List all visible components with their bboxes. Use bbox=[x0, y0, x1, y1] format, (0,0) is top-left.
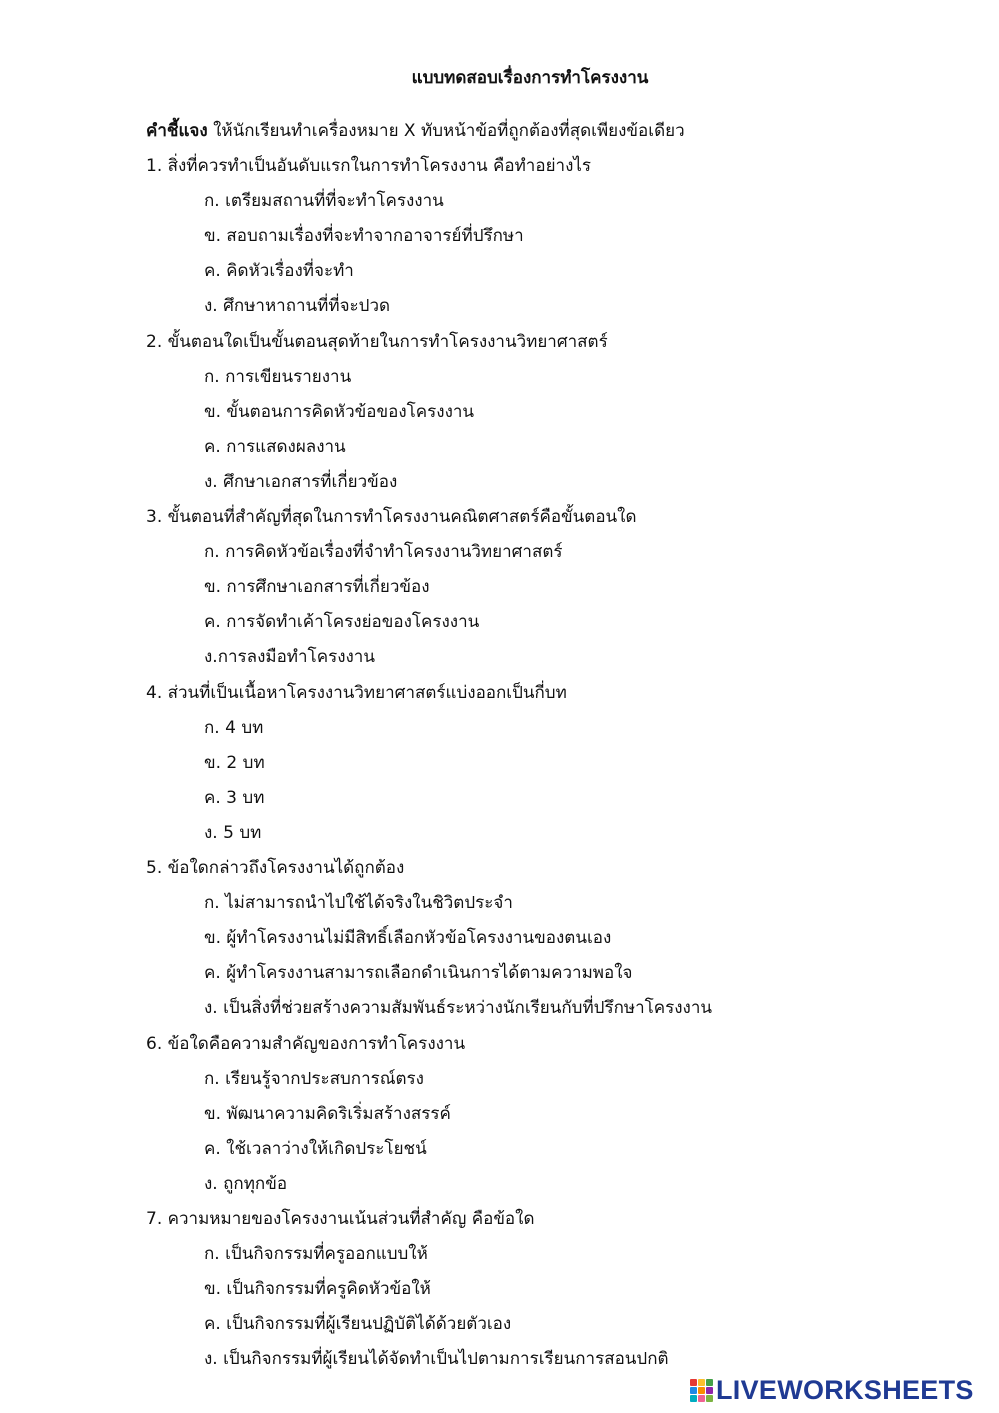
question-6-option-4: ง. ถูกทุกข้อ bbox=[204, 1173, 288, 1194]
question-6-option-2: ข. พัฒนาความคิดริเริ่มสร้างสรรค์ bbox=[204, 1103, 451, 1124]
question-3-option-1: ก. การคิดหัวข้อเรื่องที่จำทำโครงงานวิทยาศาสตร์ bbox=[204, 542, 563, 563]
question-3-option-4: ง.การลงมือทำโครงงาน bbox=[204, 647, 375, 668]
logo-square bbox=[698, 1395, 705, 1402]
question-2-option-2: ข. ขั้นตอนการคิดหัวข้อของโครงงาน bbox=[204, 401, 475, 422]
instruction-text: ให้นักเรียนทำเครื่องหมาย X ทับหน้าข้อที่ถูกต้องที่สุดเพียงข้อเดียว bbox=[207, 121, 685, 141]
question-2-option-3: ค. การแสดงผลงาน bbox=[204, 436, 346, 457]
page-title: แบบทดสอบเรื่องการทำโครงงาน bbox=[411, 68, 649, 88]
question-4-option-1: ก. 4 บท bbox=[204, 717, 264, 738]
logo-square bbox=[706, 1395, 713, 1402]
question-1-option-2: ข. สอบถามเรื่องที่จะทำจากอาจารย์ที่ปรึกษา bbox=[204, 226, 524, 247]
question-6: 6. ข้อใดคือความสำคัญของการทำโครงงาน bbox=[146, 1033, 466, 1054]
question-6-option-1: ก. เรียนรู้จากประสบการณ์ตรง bbox=[204, 1068, 424, 1089]
question-1-option-1: ก. เตรียมสถานที่ที่จะทำโครงงาน bbox=[204, 191, 444, 212]
instruction-label: คำชี้แจง bbox=[146, 121, 208, 141]
question-5-option-2: ข. ผู้ทำโครงงานไม่มีสิทธิ์เลือกหัวข้อโครงงานของตนเอง bbox=[204, 928, 612, 949]
question-4-option-4: ง. 5 บท bbox=[204, 822, 262, 843]
question-5: 5. ข้อใดกล่าวถึงโครงงานได้ถูกต้อง bbox=[146, 858, 405, 878]
question-7-option-4: ง. เป็นกิจกรรมที่ผู้เรียนได้จัดทำเป็นไปตามการเรียนการสอนปกติ bbox=[204, 1349, 669, 1370]
question-2-option-1: ก. การเขียนรายงาน bbox=[204, 366, 352, 387]
question-1: 1. สิ่งที่ควรทำเป็นอันดับแรกในการทำโครงงาน คือทำอย่างไร bbox=[146, 156, 592, 176]
logo-square bbox=[706, 1387, 713, 1394]
question-2: 2. ขั้นตอนใดเป็นขั้นตอนสุดท้ายในการทำโครงงานวิทยาศาสตร์ bbox=[146, 331, 608, 352]
logo-square bbox=[706, 1379, 713, 1386]
logo-icon bbox=[690, 1379, 712, 1401]
question-5-option-4: ง. เป็นสิ่งที่ช่วยสร้างความสัมพันธ์ระหว่างนักเรียนกับที่ปรึกษาโครงงาน bbox=[204, 998, 713, 1019]
question-1-option-3: ค. คิดหัวเรื่องที่จะทำ bbox=[204, 261, 354, 282]
question-2-option-4: ง. ศึกษาเอกสารที่เกี่ยวข้อง bbox=[204, 471, 398, 492]
question-3: 3. ขั้นตอนที่สำคัญที่สุดในการทำโครงงานคณิตศาสตร์คือขั้นตอนใด bbox=[146, 507, 637, 527]
question-4-option-3: ค. 3 บท bbox=[204, 787, 265, 808]
question-3-option-2: ข. การศึกษาเอกสารที่เกี่ยวข้อง bbox=[204, 577, 430, 598]
question-4: 4. ส่วนที่เป็นเนื้อหาโครงงานวิทยาศาสตร์แบ่งออกเป็นกี่บท bbox=[146, 682, 567, 703]
question-1-option-4: ง. ศึกษาหาถานที่ที่จะปวด bbox=[204, 296, 391, 317]
question-7-option-1: ก. เป็นกิจกรรมที่ครูออกแบบให้ bbox=[204, 1244, 428, 1265]
logo-square bbox=[698, 1379, 705, 1386]
question-5-option-3: ค. ผู้ทำโครงงานสามารถเลือกดำเนินการได้ตามความพอใจ bbox=[204, 963, 633, 984]
question-7-option-2: ข. เป็นกิจกรรมที่ครูคิดหัวข้อให้ bbox=[204, 1279, 431, 1300]
instruction bbox=[146, 117, 685, 144]
question-5-option-1: ก. ไม่สามารถนำไปใช้ได้จริงในชิวิตประจำ bbox=[204, 893, 513, 914]
liveworksheets-logo bbox=[690, 1375, 974, 1405]
logo-square bbox=[690, 1387, 697, 1394]
question-7-option-3: ค. เป็นกิจกรรมที่ผู้เรียนปฏิบัติได้ด้วยตัวเอง bbox=[204, 1314, 512, 1335]
logo-square bbox=[690, 1395, 697, 1402]
logo-text: LIVEWORKSHEETS bbox=[716, 1374, 974, 1405]
logo-square bbox=[698, 1387, 705, 1394]
question-4-option-2: ข. 2 บท bbox=[204, 752, 265, 773]
question-7: 7. ความหมายของโครงงานเน้นส่วนที่สำคัญ คือข้อใด bbox=[146, 1209, 535, 1229]
question-6-option-3: ค. ใช้เวลาว่างให้เกิดประโยชน์ bbox=[204, 1138, 427, 1159]
question-3-option-3: ค. การจัดทำเค้าโครงย่อของโครงงาน bbox=[204, 612, 480, 633]
logo-square bbox=[690, 1379, 697, 1386]
